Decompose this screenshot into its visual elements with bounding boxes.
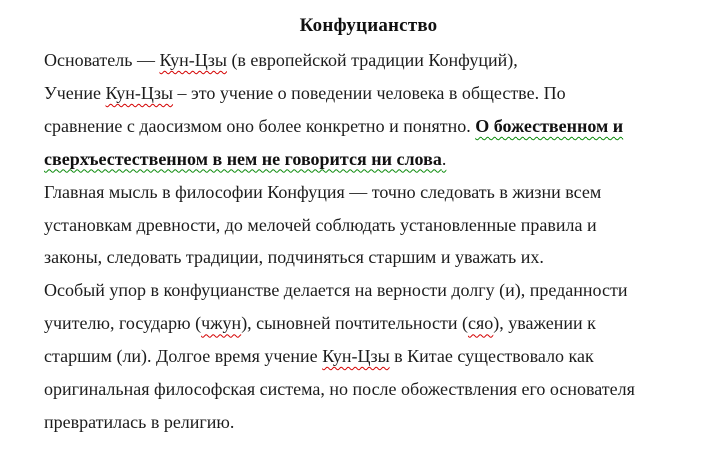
- paragraph-line: [44, 307, 693, 340]
- grammar-marked-period: .: [441, 148, 447, 169]
- paragraph-line: [44, 241, 693, 274]
- misspelled-word: Кун-Цзы: [105, 82, 174, 103]
- paragraph-line: [44, 143, 693, 176]
- text-segment: Главная мысль в философии Конфуция — точно следовать в жизни всем: [44, 181, 602, 202]
- text-segment: установкам древности, до мелочей соблюдать установленные правила и: [44, 214, 597, 235]
- paragraph-line: [44, 176, 693, 209]
- document-title: Конфуцианство: [299, 15, 438, 36]
- paragraph-line: [44, 274, 693, 307]
- misspelled-word: сяо: [467, 313, 494, 334]
- paragraph-line: [44, 209, 693, 242]
- text-segment: Особый упор в конфуцианстве делается на верности долгу (и), преданности: [44, 280, 628, 301]
- text-segment: законы, следовать традиции, подчиняться старшим и уважать их.: [44, 247, 544, 268]
- paragraph-line: [44, 340, 693, 373]
- paragraph-line: [44, 373, 693, 406]
- paragraph-line: [44, 44, 693, 77]
- bold-grammar-phrase: сверхъестественном в нем не говорится ни слова: [44, 148, 442, 169]
- text-segment: ), сыновней почтительности (: [241, 313, 468, 334]
- paragraph-line: [44, 77, 693, 110]
- text-segment: оригинальная философская система, но после обожествления его основателя: [44, 379, 635, 400]
- text-segment: Основатель —: [44, 50, 160, 70]
- paragraph-line: [44, 110, 693, 143]
- bold-grammar-phrase: О божественном и: [475, 115, 624, 136]
- text-segment: ), уважении к: [493, 313, 596, 334]
- misspelled-word: Кун-Цзы: [322, 346, 390, 367]
- text-segment: – это учение о поведении человека в обществе. По: [173, 82, 566, 103]
- text-segment: Учение: [44, 82, 106, 103]
- text-segment: в Китае существовало как: [389, 346, 594, 367]
- text-segment: учителю, государю (: [44, 313, 202, 334]
- paragraph-line: [44, 406, 693, 439]
- text-segment: старшим (ли). Долгое время учение: [44, 346, 323, 367]
- text-segment: превратилась в религию.: [44, 411, 235, 432]
- misspelled-word: Кун-Цзы: [159, 50, 227, 70]
- misspelled-word: чжун: [201, 313, 242, 334]
- text-segment: сравнение с даосизмом оно более конкретно и понятно.: [44, 115, 476, 136]
- text-segment: (в европейской традиции Конфуций),: [226, 50, 518, 70]
